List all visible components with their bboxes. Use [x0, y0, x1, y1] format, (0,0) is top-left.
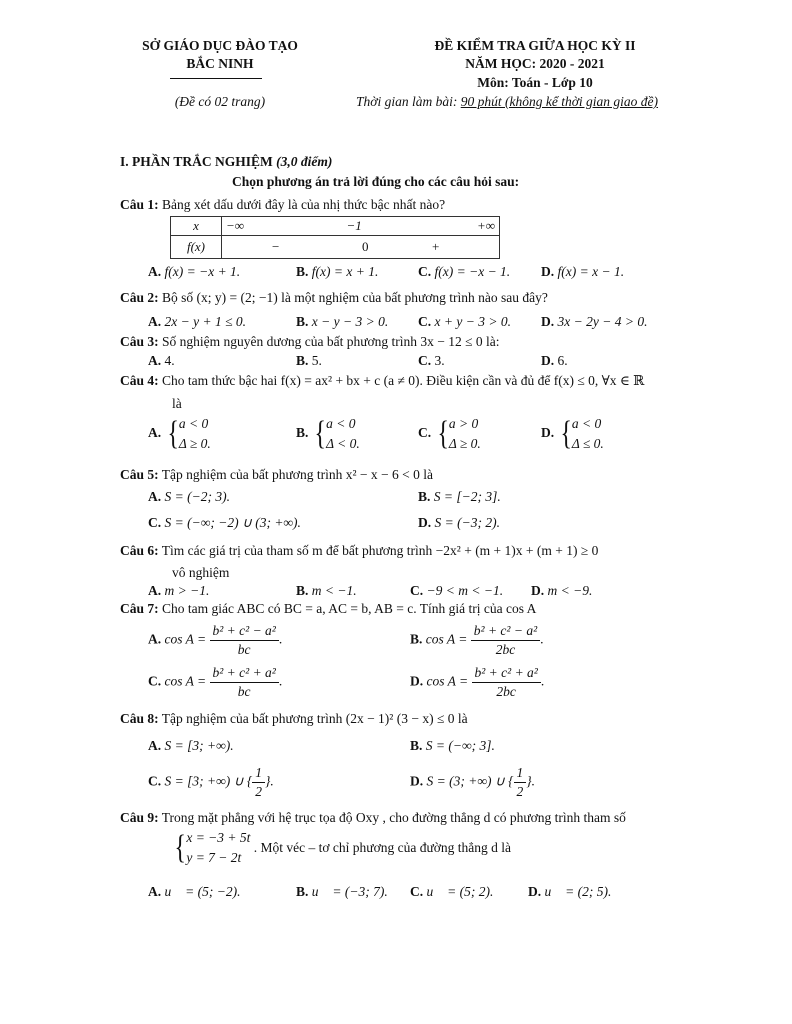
q6-stem-2: vô nghiệm [172, 565, 230, 580]
q7-stem: Câu 7: Cho tam giác ABC có BC = a, AC = b, AB = c. Tính giá trị của cos A [120, 601, 537, 616]
sign-plus: + [432, 239, 440, 254]
sign-table-values [222, 217, 500, 236]
q1-stem [120, 197, 445, 213]
sign-table-signs [222, 236, 500, 259]
header-divider [170, 78, 262, 79]
q3-option-b[interactable]: B. 5. [296, 353, 322, 368]
q2-option-c[interactable]: C. x + y − 3 > 0. [418, 314, 511, 329]
time-note [356, 94, 658, 110]
sign-zero: 0 [362, 239, 369, 254]
q2-option-b[interactable]: B. x − y − 3 > 0. [296, 314, 389, 329]
sign-root: −1 [346, 218, 362, 233]
q5-option-a[interactable]: A. S = (−2; 3). [148, 489, 230, 504]
q7-option-c[interactable]: C. cos A = $\frac{\text{b² + c² + a²}}{bc}$ . [148, 665, 283, 699]
q9-option-a[interactable]: A. u⃗ = (5; −2). [148, 884, 241, 899]
section-points: (3,0 điểm) [272, 154, 333, 169]
page-count-note: (Đề có 02 trang) [174, 94, 266, 109]
dept-name: SỞ GIÁO DỤC ĐÀO TẠO [142, 38, 298, 53]
q4-stem: Câu 4: Cho tam thức bậc hai f(x) = ax² + bx + c (a ≠ 0). Điều kiện cần và đủ để f(x) ≤ 0, ∀x ∈ ℝ [120, 373, 645, 388]
q4-stem-2: là [172, 396, 182, 411]
section-title-text: I. PHẦN TRẮC NGHIỆM [120, 154, 273, 169]
sign-table [170, 216, 500, 259]
sign-table-x: x [171, 217, 222, 236]
q1-option-b[interactable]: B. f(x) = x + 1. [296, 264, 379, 279]
q2-stem: Câu 2: Bộ số (x; y) = (2; −1) là một nghiệm của bất phương trình nào sau đây? [120, 290, 548, 305]
sign-minus: − [272, 239, 280, 254]
q4-option-a[interactable]: A. {a < 0 Δ ≥ 0. [148, 415, 211, 452]
section-title [120, 154, 332, 170]
q8-option-d[interactable]: D. S = (3; +∞) ∪ { $\frac{1}{2}$ }. [410, 765, 536, 799]
q8-option-b[interactable]: B. S = (−∞; 3]. [410, 738, 495, 753]
q7-option-d[interactable]: D. cos A = $\frac{\text{b² + c² + a²}}{2bc}$ . [410, 665, 545, 699]
q1-option-a[interactable]: A. f(x) = −x + 1. [148, 264, 241, 279]
q4-option-d[interactable]: D. {a < 0 Δ ≤ 0. [541, 415, 604, 452]
q7-option-b[interactable]: B. cos A = $\frac{\text{b² + c² − a²}}{2bc}$ . [410, 623, 544, 657]
q4-option-c[interactable]: C. {a > 0 Δ ≥ 0. [418, 415, 481, 452]
q7-option-a[interactable]: A. cos A = $\frac{\text{b² + c² − a²}}{bc}$ . [148, 623, 283, 657]
q3-option-c[interactable]: C. 3. [418, 353, 445, 368]
sign-table-fx: f(x) [171, 236, 222, 259]
q5-option-c[interactable]: C. S = (−∞; −2) ∪ (3; +∞). [148, 515, 301, 530]
q8-stem: Câu 8: Tập nghiệm của bất phương trình (2x − 1)² (3 − x) ≤ 0 là [120, 711, 468, 726]
sign-pos-inf: +∞ [476, 218, 495, 233]
q6-stem: Câu 6: Tìm các giá trị của tham số m để bất phương trình −2x² + (m + 1)x + (m + 1) ≥ 0 [120, 543, 599, 558]
q5-option-b[interactable]: B. S = [−2; 3]. [418, 489, 501, 504]
q9-option-b[interactable]: B. u⃗ = (−3; 7). [296, 884, 388, 899]
q5-option-d[interactable]: D. S = (−3; 2). [418, 515, 500, 530]
q9-system: {x = −3 + 5t y = 7 − 2t . Một véc – tơ chỉ phương của đường thẳng d là [174, 829, 512, 866]
exam-title: ĐỀ KIỂM TRA GIỮA HỌC KỲ II [434, 38, 636, 53]
sign-neg-inf: −∞ [226, 218, 245, 233]
q3-option-a[interactable]: A. 4. [148, 353, 175, 368]
q9-option-c[interactable]: C. u⃗ = (5; 2). [410, 884, 494, 899]
q9-option-d[interactable]: D. u⃗ = (2; 5). [528, 884, 612, 899]
q6-option-b[interactable]: B. m < −1. [296, 583, 357, 598]
q3-stem: Câu 3: Số nghiệm nguyên dương của bất phương trình 3x − 12 ≤ 0 là: [120, 334, 500, 349]
subject: Môn: Toán - Lớp 10 [477, 75, 593, 90]
instruction: Chọn phương án trả lời đúng cho các câu hỏi sau: [232, 174, 520, 189]
q8-option-a[interactable]: A. S = [3; +∞). [148, 738, 234, 753]
time-value: 90 phút (không kể thời gian giao đề) [460, 94, 659, 109]
q1-label: Câu 1: [120, 197, 159, 212]
school-year: NĂM HỌC: 2020 - 2021 [465, 56, 605, 71]
q4-option-b[interactable]: B. {a < 0 Δ < 0. [296, 415, 360, 452]
q2-option-a[interactable]: A. 2x − y + 1 ≤ 0. [148, 314, 246, 329]
q3-option-d[interactable]: D. 6. [541, 353, 568, 368]
q6-option-c[interactable]: C. −9 < m < −1. [410, 583, 504, 598]
q1-option-c[interactable]: C. f(x) = −x − 1. [418, 264, 511, 279]
time-prefix: Thời gian làm bài: [356, 94, 461, 109]
q5-stem: Câu 5: Tập nghiệm của bất phương trình x² − x − 6 < 0 là [120, 467, 433, 482]
q6-option-d[interactable]: D. m < −9. [531, 583, 593, 598]
q2-option-d[interactable]: D. 3x − 2y − 4 > 0. [541, 314, 648, 329]
q6-option-a[interactable]: A. m > −1. [148, 583, 210, 598]
q1-option-d[interactable]: D. f(x) = x − 1. [541, 264, 625, 279]
q8-option-c[interactable]: C. S = [3; +∞) ∪ { $\frac{1}{2}$ }. [148, 765, 274, 799]
q1-text: Bảng xét dấu dưới đây là của nhị thức bậc nhất nào? [162, 197, 446, 212]
q9-stem: Câu 9: Trong mặt phẳng với hệ trục tọa độ Oxy , cho đường thẳng d có phương trình tham số [120, 810, 626, 825]
province-name: BẮC NINH [186, 56, 254, 71]
